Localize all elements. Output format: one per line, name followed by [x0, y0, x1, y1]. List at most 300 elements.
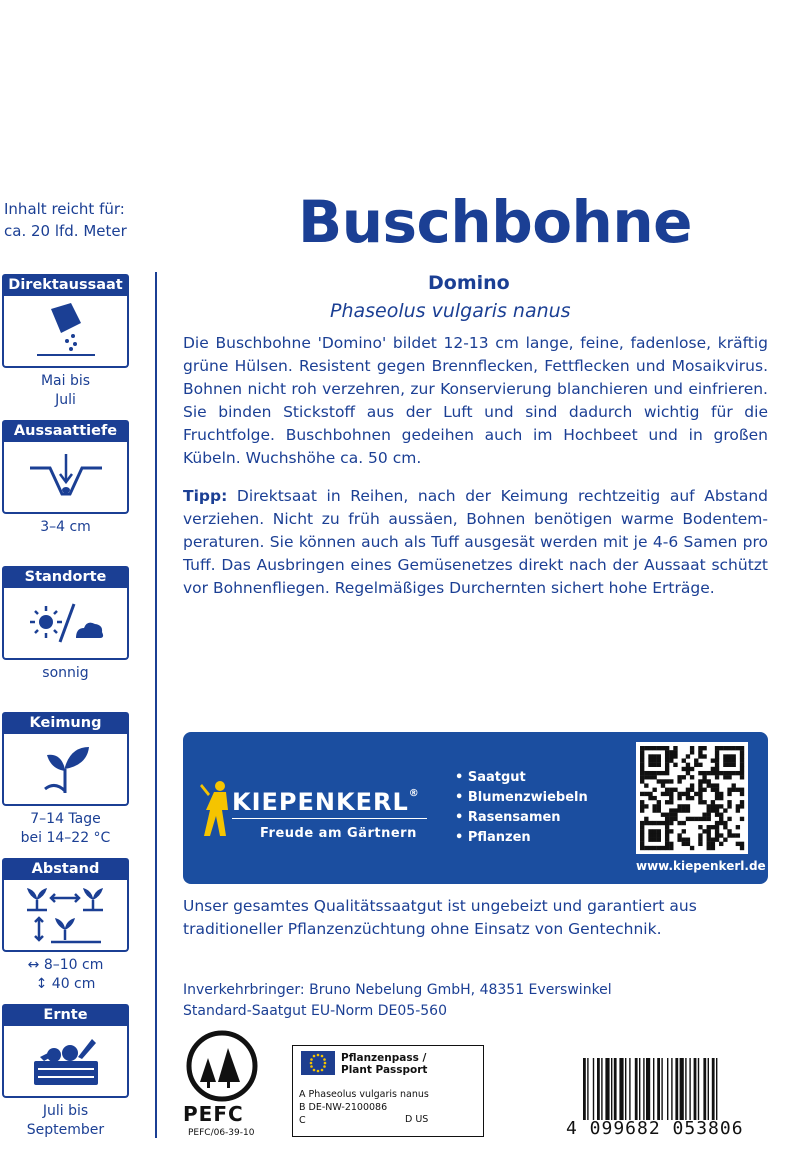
qr-module [640, 842, 644, 846]
qr-module [740, 775, 744, 779]
qr-module [715, 813, 719, 817]
qr-module [640, 833, 644, 837]
qr-module [657, 808, 661, 812]
qr-module [719, 821, 723, 825]
info-box-title: Abstand [2, 858, 129, 880]
qr-module [698, 750, 702, 754]
qr-module [665, 838, 669, 842]
qr-module [732, 783, 736, 787]
qr-module [711, 783, 715, 787]
qr-module [648, 771, 652, 775]
qr-module [648, 833, 652, 837]
barcode-bar [593, 1058, 594, 1120]
qr-module [657, 804, 661, 808]
qr-module [690, 796, 694, 800]
qr-module [719, 813, 723, 817]
qr-module [673, 788, 677, 792]
info-box-title: Direktaussaat [2, 274, 129, 296]
qr-module [736, 808, 740, 812]
qr-module [665, 746, 669, 750]
qr-module [715, 771, 719, 775]
qr-module [677, 779, 681, 783]
qr-module [665, 758, 669, 762]
qr-module [711, 838, 715, 842]
qr-module [673, 754, 677, 758]
qr-module [723, 746, 727, 750]
barcode-bar [685, 1058, 686, 1120]
qr-module [707, 813, 711, 817]
qr-module [669, 750, 673, 754]
qr-module [702, 775, 706, 779]
qr-module [694, 817, 698, 821]
standard-line: Standard-Saatgut EU-Norm DE05-560 [183, 1003, 447, 1019]
barcode-bar [661, 1058, 662, 1120]
qr-module [727, 804, 731, 808]
qr-module [740, 750, 744, 754]
qr-module [711, 758, 715, 762]
qr-module [686, 804, 690, 808]
passport-row-b: B DE-NW-2100086 [299, 1102, 388, 1113]
barcode [583, 1058, 763, 1122]
qr-module [644, 846, 648, 850]
qr-module [640, 754, 644, 758]
caption-line: Juli [55, 392, 76, 408]
qr-module [652, 771, 656, 775]
info-box-spacing [2, 858, 129, 994]
qr-module [727, 763, 731, 767]
qr-module [673, 746, 677, 750]
qr-module [711, 825, 715, 829]
qr-module [677, 792, 681, 796]
qr-module [644, 821, 648, 825]
qr-module [740, 842, 744, 846]
passport-row-c: C [299, 1115, 306, 1126]
info-box-sowing-depth [2, 420, 129, 537]
list-item: • Blumenzwiebeln [455, 788, 588, 808]
qr-module [652, 821, 656, 825]
qr-module [677, 821, 681, 825]
qr-module [719, 817, 723, 821]
qr-module [640, 821, 644, 825]
qr-module [648, 796, 652, 800]
qr-module [665, 767, 669, 771]
qr-module [732, 758, 736, 762]
qr-module [707, 808, 711, 812]
qr-module [686, 754, 690, 758]
qr-module [702, 754, 706, 758]
qr-module [686, 796, 690, 800]
qr-module [740, 771, 744, 775]
qr-module [715, 758, 719, 762]
info-box-title: Ernte [2, 1004, 129, 1026]
qr-module [648, 829, 652, 833]
seed-packet-icon [2, 296, 129, 368]
qr-module [652, 763, 656, 767]
qr-module [702, 779, 706, 783]
info-box-germination [2, 712, 129, 848]
pefc-code: PEFC/06-39-10 [188, 1128, 255, 1138]
qr-module [727, 829, 731, 833]
caption-line: Mai bis [40, 373, 91, 389]
qr-module [698, 796, 702, 800]
qr-module [702, 813, 706, 817]
qr-module [640, 767, 644, 771]
qr-module [711, 800, 715, 804]
qr-module [652, 833, 656, 837]
qr-module [690, 783, 694, 787]
qr-module [640, 800, 644, 804]
plant-passport [292, 1045, 484, 1137]
qr-module [677, 796, 681, 800]
qr-module [702, 788, 706, 792]
qr-module [665, 792, 669, 796]
qr-module [665, 800, 669, 804]
qr-module [640, 779, 644, 783]
qr-module [690, 788, 694, 792]
qr-module [669, 846, 673, 850]
qr-module [698, 800, 702, 804]
qr-module [715, 763, 719, 767]
qr-module [707, 825, 711, 829]
product-title: Buschbohne [298, 188, 692, 256]
barcode-digits: 4 099682 053806 [566, 1118, 744, 1139]
qr-module [707, 779, 711, 783]
qr-module [665, 763, 669, 767]
qr-module [715, 775, 719, 779]
qr-module [657, 763, 661, 767]
qr-module [657, 771, 661, 775]
qr-module [665, 829, 669, 833]
qr-module [707, 771, 711, 775]
barcode-bar [587, 1058, 588, 1120]
sowing-depth-icon [2, 442, 129, 514]
tip-label: Tipp: [183, 487, 228, 505]
qr-module [682, 838, 686, 842]
qr-module [640, 750, 644, 754]
qr-module [673, 808, 677, 812]
qr-module [652, 758, 656, 762]
coverage-line-2: ca. 20 lfd. Meter [4, 222, 127, 240]
qr-module [665, 754, 669, 758]
barcode-bar [629, 1058, 630, 1120]
qr-module [665, 846, 669, 850]
qr-module [652, 746, 656, 750]
qr-module [657, 754, 661, 758]
qr-module [665, 833, 669, 837]
barcode-bar [653, 1058, 654, 1120]
qr-module [669, 829, 673, 833]
qr-module [657, 829, 661, 833]
info-box-location [2, 566, 129, 683]
qr-module [690, 817, 694, 821]
barcode-bar [708, 1058, 709, 1120]
qr-module [669, 813, 673, 817]
barcode-bar [583, 1058, 586, 1120]
brand-product-list [455, 768, 588, 848]
qr-module [640, 825, 644, 829]
caption-line: 7–14 Tage [30, 811, 101, 827]
qr-module [677, 838, 681, 842]
qr-module [702, 800, 706, 804]
qr-module [736, 788, 740, 792]
coverage-info [4, 198, 154, 242]
qr-module [661, 771, 665, 775]
qr-module [640, 846, 644, 850]
qr-module [644, 792, 648, 796]
info-box-caption [2, 1102, 129, 1140]
qr-module [698, 783, 702, 787]
qr-module [669, 821, 673, 825]
qr-module [661, 846, 665, 850]
qr-module [727, 800, 731, 804]
barcode-bar [643, 1058, 644, 1120]
qr-module [665, 750, 669, 754]
barcode-bar [694, 1058, 697, 1120]
seedling-icon [2, 734, 129, 806]
qr-module [698, 833, 702, 837]
passport-title [341, 1052, 427, 1076]
qr-module [682, 767, 686, 771]
qr-module [702, 746, 706, 750]
qr-module [736, 804, 740, 808]
spacing-icon [2, 880, 129, 952]
eu-flag-icon [301, 1051, 335, 1075]
qr-module [657, 779, 661, 783]
qr-module [682, 842, 686, 846]
product-description: Die Buschbohne 'Domino' bildet 12-13 cm lange, feine, fadenlose, kräftig grüne Hülsen. Resistent gegen Brennflecken, Fettflecken und Mosaikvirus. Bohnen nicht roh verzehren, zur Konservierung blanchieren und einfrieren. Sie binden Stickstoff aus der Luft und sind dadurch wichtig für die Fruchtfolge. Buschbohnen gedeihen auch im Hochbeet und in großen Kübeln. Wuchshöhe ca. 50 cm. [183, 334, 768, 467]
qr-module [669, 800, 673, 804]
qr-module [640, 792, 644, 796]
qr-module [657, 746, 661, 750]
qr-module [719, 771, 723, 775]
qr-module [669, 808, 673, 812]
website-link[interactable]: www.kiepenkerl.de [636, 859, 766, 873]
qr-module [640, 838, 644, 842]
qr-module [669, 842, 673, 846]
qr-module [665, 821, 669, 825]
qr-module [740, 767, 744, 771]
qr-module [715, 825, 719, 829]
qr-module [648, 838, 652, 842]
qr-module [652, 838, 656, 842]
qr-module [665, 813, 669, 817]
info-box-harvest [2, 1004, 129, 1140]
tip-text: Direktsaat in Reihen, nach der Keimung rechtzeitig auf Abstand verziehen. Nicht zu früh aussäen, Bohnen benötigen warme Bodentemperaturen. Sie können auch als Tuff ausgesät werden mit je 4-6 Samen pro Tuff. Das Ausbringen eines Gemüsenetzes direkt nach der Aussaat schützt vor Bohnenfliegen. Regelmäßiges Durchernten sichert hohe Erträge. [183, 487, 768, 597]
qr-module [640, 771, 644, 775]
list-item: • Rasensamen [455, 808, 588, 828]
coverage-line-1: Inhalt reicht für: [4, 200, 125, 218]
qr-module [686, 763, 690, 767]
qr-module [707, 846, 711, 850]
qr-module [665, 817, 669, 821]
brand-logo-text [232, 788, 420, 816]
brand-divider [232, 818, 427, 819]
qr-module [644, 804, 648, 808]
qr-module [740, 754, 744, 758]
qr-module [736, 825, 740, 829]
qr-module [648, 758, 652, 762]
qr-module [648, 821, 652, 825]
qr-module [732, 763, 736, 767]
qr-module [740, 792, 744, 796]
qr-module [723, 758, 727, 762]
qr-module [648, 763, 652, 767]
qr-module [652, 775, 656, 779]
qr-module [652, 796, 656, 800]
qr-module [640, 808, 644, 812]
qr-module [677, 775, 681, 779]
qr-module [686, 842, 690, 846]
barcode-bar [703, 1058, 706, 1120]
qr-module [657, 833, 661, 837]
qr-module [690, 775, 694, 779]
qr-module [682, 804, 686, 808]
qr-module [727, 817, 731, 821]
barcode-bar [646, 1058, 650, 1120]
info-box-caption [2, 518, 129, 537]
qr-module [665, 771, 669, 775]
info-box-title: Keimung [2, 712, 129, 734]
caption-line: bei 14–22 °C [20, 830, 111, 846]
qr-module [661, 779, 665, 783]
qr-module [677, 808, 681, 812]
qr-module [715, 767, 719, 771]
barcode-bar [614, 1058, 617, 1120]
qr-module [657, 758, 661, 762]
qr-code[interactable] [636, 742, 748, 854]
barcode-bar [698, 1058, 699, 1120]
info-box-title: Aussaattiefe [2, 420, 129, 442]
qr-module [657, 838, 661, 842]
qr-module [686, 817, 690, 821]
qr-module [640, 804, 644, 808]
caption-line: ↔ 8–10 cm [27, 957, 104, 973]
qr-module [686, 771, 690, 775]
barcode-bar [680, 1058, 684, 1120]
qr-module [661, 792, 665, 796]
qr-module [727, 775, 731, 779]
brand-name: KIEPENKERL [232, 788, 409, 816]
info-box-caption [2, 956, 129, 994]
barcode-bar [601, 1058, 602, 1120]
barcode-bar [619, 1058, 623, 1120]
qr-module [648, 792, 652, 796]
list-item: • Saatgut [455, 768, 588, 788]
qr-module [719, 746, 723, 750]
caption-line: 3–4 cm [40, 519, 91, 535]
qr-module [740, 758, 744, 762]
qr-module [723, 775, 727, 779]
qr-module [677, 804, 681, 808]
passport-row-d: D US [405, 1114, 429, 1125]
product-variety: Domino [428, 272, 510, 294]
qr-module [711, 788, 715, 792]
qr-module [648, 754, 652, 758]
passport-row-a: A Phaseolus vulgaris nanus [299, 1089, 429, 1100]
qr-module [669, 758, 673, 762]
qr-module [640, 746, 644, 750]
qr-module [727, 771, 731, 775]
passport-title-line: Plant Passport [341, 1064, 428, 1076]
qr-module [665, 825, 669, 829]
qr-module [715, 746, 719, 750]
qr-module [690, 746, 694, 750]
qr-module [661, 783, 665, 787]
qr-module [702, 817, 706, 821]
quality-note: Unser gesamtes Qualitätssaatgut ist ungebeizt und garantiert aus traditioneller Pflanzenzüchtung ohne Einsatz von Gentechnik. [183, 897, 697, 938]
qr-module [727, 792, 731, 796]
qr-module [686, 767, 690, 771]
caption-line: ↕ 40 cm [35, 976, 96, 992]
info-box-caption [2, 372, 129, 410]
qr-module [715, 804, 719, 808]
qr-module [711, 771, 715, 775]
sidebar-divider [155, 272, 157, 1138]
qr-module [715, 750, 719, 754]
qr-module [740, 788, 744, 792]
qr-module [711, 842, 715, 846]
qr-module [740, 746, 744, 750]
qr-module [702, 771, 706, 775]
qr-module [727, 788, 731, 792]
info-box-title: Standorte [2, 566, 129, 588]
sun-cloud-icon [2, 588, 129, 660]
qr-module [669, 788, 673, 792]
qr-module [727, 833, 731, 837]
qr-module [715, 796, 719, 800]
qr-module [648, 746, 652, 750]
barcode-bar [635, 1058, 638, 1120]
qr-module [673, 750, 677, 754]
qr-module [652, 788, 656, 792]
qr-module [715, 833, 719, 837]
qr-module [727, 758, 731, 762]
qr-module [711, 767, 715, 771]
qr-module [640, 775, 644, 779]
qr-module [698, 771, 702, 775]
qr-module [740, 763, 744, 767]
qr-module [715, 808, 719, 812]
qr-module [652, 846, 656, 850]
qr-module [682, 758, 686, 762]
qr-module [677, 833, 681, 837]
barcode-bar [712, 1058, 715, 1120]
qr-module [707, 817, 711, 821]
qr-module [682, 775, 686, 779]
qr-module [640, 758, 644, 762]
qr-module [719, 796, 723, 800]
qr-module [665, 779, 669, 783]
qr-module [657, 800, 661, 804]
qr-module [657, 821, 661, 825]
info-box-caption [2, 664, 129, 683]
qr-module [648, 846, 652, 850]
qr-module [719, 842, 723, 846]
product-latin-name: Phaseolus vulgaris nanus [330, 300, 571, 322]
list-item: • Pflanzen [455, 828, 588, 848]
qr-module [707, 833, 711, 837]
qr-module [698, 838, 702, 842]
qr-module [715, 838, 719, 842]
qr-module [644, 817, 648, 821]
qr-module [661, 813, 665, 817]
qr-module [682, 792, 686, 796]
qr-module [669, 796, 673, 800]
passport-title-line: Pflanzenpass / [341, 1052, 427, 1064]
qr-module [702, 829, 706, 833]
qr-module [698, 779, 702, 783]
qr-module [707, 842, 711, 846]
